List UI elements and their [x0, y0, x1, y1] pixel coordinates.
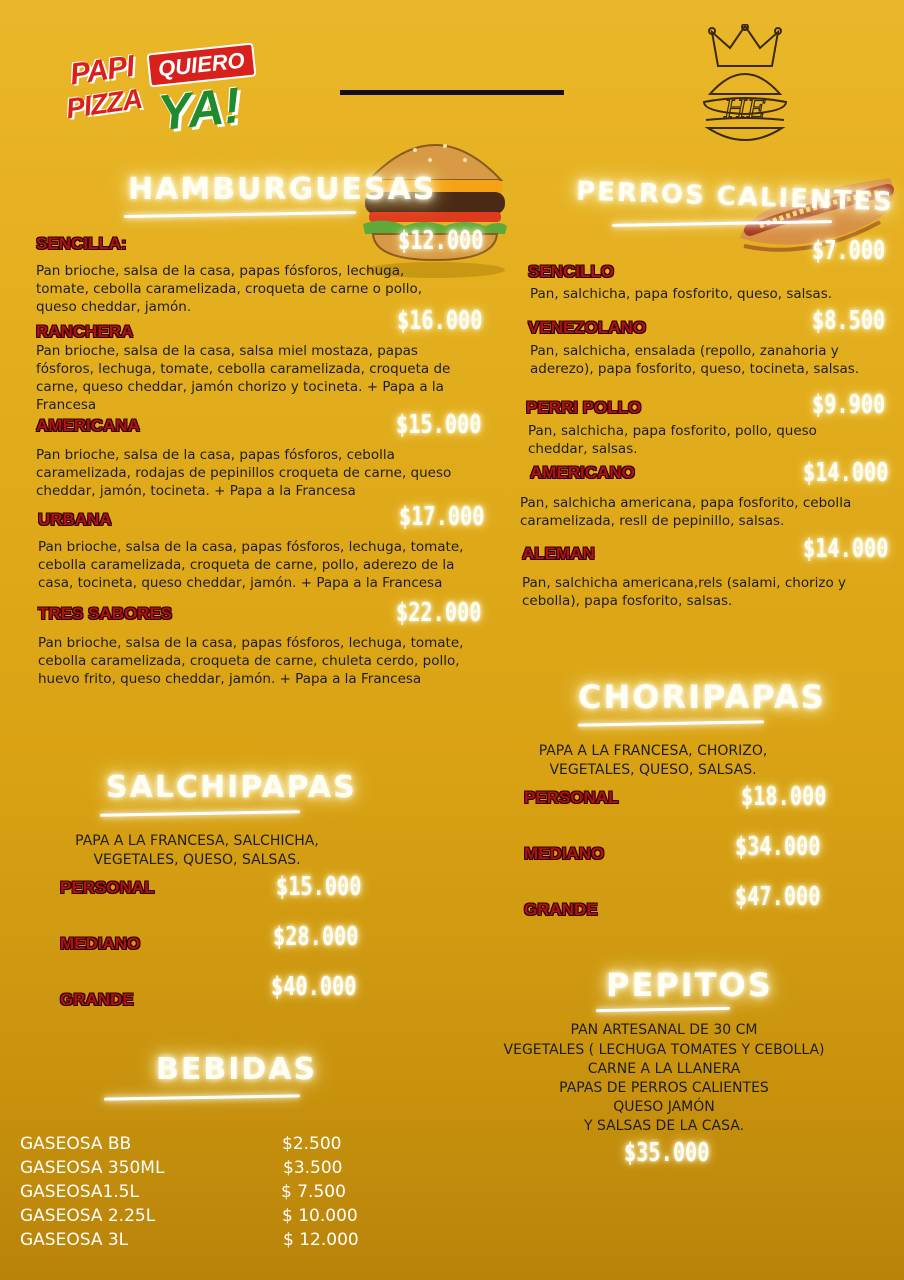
hamburguesa-price: $16.000 [397, 306, 483, 336]
choripapas-size-price: $18.000 [741, 782, 827, 812]
crown-burger-logo [690, 24, 800, 164]
hamburguesa-desc: Pan brioche, salsa de la casa, papas fósforos, lechuga, tomate, cebolla caramelizada, croqueta de carne, pollo, aderezo de la casa, tocineta, queso cheddar, jamón. + Papa a la Francesa [38, 539, 464, 591]
hamburguesa-desc: Pan brioche, salsa de la casa, papas fósforos, cebolla caramelizada, rodajas de pepinillos croqueta de carne, queso cheddar, jamón, tocineta. + Papa a la Francesa [36, 447, 452, 499]
hamburguesa-price: $15.000 [396, 410, 482, 440]
bebida-name: GASEOSA BB [20, 1134, 132, 1154]
hamburguesa-desc: Pan brioche, salsa de la casa, papas fósforos, lechuga, tomate, cebolla caramelizada, croqueta de carne o pollo, queso cheddar, jamón. [36, 263, 423, 315]
perro-price: $7.000 [812, 236, 886, 266]
bebida-price: $ 10.000 [282, 1206, 358, 1226]
hamburguesa-name: TRES SABORES [38, 604, 173, 623]
perro-price: $14.000 [803, 458, 889, 488]
perros-title: PERROS CALIENTES [575, 176, 895, 218]
perro-desc: Pan, salchicha, ensalada (repollo, zanahoria y aderezo), papa fosforito, queso, tocineta, salsas. [530, 343, 860, 377]
hamburguesa-name: AMERICANA [36, 416, 140, 435]
hamburguesa-price: $22.000 [396, 598, 482, 628]
salchipapas-desc-line2: VEGETALES, QUESO, SALSAS. [93, 852, 301, 868]
choripapas-size-name: GRANDE [524, 900, 598, 919]
bebida-price: $ 7.500 [281, 1182, 346, 1202]
perro-desc: Pan, salchicha, papa fosforito, pollo, queso cheddar, salsas. [528, 423, 817, 457]
logo-papi-text: PAPI [67, 49, 136, 92]
pepitos-line: QUESO JAMÓN [613, 1099, 715, 1115]
perro-price: $9.900 [812, 390, 886, 420]
pepitos-line: CARNE A LA LLANERA [587, 1061, 741, 1077]
bebida-price: $3.500 [283, 1158, 343, 1178]
salchipapas-size-name: PERSONAL [60, 878, 155, 897]
bebida-price: $ 12.000 [283, 1230, 359, 1250]
pepitos-title: PEPITOS [606, 966, 773, 1004]
hamburguesa-name: RANCHERA [36, 322, 134, 341]
choripapas-desc-line1: PAPA A LA FRANCESA, CHORIZO, [538, 743, 768, 759]
salchipapas-size-price: $15.000 [276, 872, 362, 902]
choripapas-size-price: $34.000 [735, 832, 821, 862]
hamburguesa-name: URBANA [38, 510, 112, 529]
top-divider [340, 90, 564, 95]
salchipapas-size-price: $28.000 [273, 922, 359, 952]
hamburguesas-title: HAMBURGUESAS [128, 172, 437, 207]
salchipapas-size-name: MEDIANO [60, 934, 141, 953]
bebida-price: $2.500 [282, 1134, 342, 1154]
hamburguesa-price: $12.000 [398, 226, 484, 256]
perro-desc: Pan, salchicha, papa fosforito, queso, salsas. [530, 286, 833, 302]
hamburguesas-underline [124, 211, 356, 218]
hamburguesa-desc: Pan brioche, salsa de la casa, salsa miel mostaza, papas fósforos, lechuga, tomate, cebolla caramelizada, croqueta de carne, queso cheddar, jamón chorizo y tocineta. + Papa a la Francesa [36, 343, 451, 413]
perro-price: $14.000 [803, 534, 889, 564]
pepitos-underline [596, 1007, 730, 1012]
perro-name: VENEZOLANO [528, 318, 647, 337]
logo-pizza-text: PIZZA [64, 82, 144, 125]
papi-quiero-pizza-logo [62, 36, 272, 146]
choripapas-underline [578, 720, 764, 726]
perro-name: SENCILLO [528, 262, 614, 281]
hamburguesa-name: SENCILLA: [36, 234, 127, 253]
perro-price: $8.500 [812, 306, 886, 336]
crown-icon [690, 24, 800, 164]
choripapas-size-name: PERSONAL [524, 788, 619, 807]
perro-name: PERRI POLLO [526, 398, 642, 417]
bebida-name: GASEOSA 2.25L [20, 1206, 156, 1226]
salchipapas-title: SALCHIPAPAS [106, 770, 357, 805]
bebidas-underline [104, 1094, 300, 1100]
perro-name: ALEMAN [522, 544, 595, 563]
bebida-name: GASEOSA 3L [20, 1230, 129, 1250]
perro-name: AMERICANO [530, 463, 635, 482]
hamburguesa-desc: Pan brioche, salsa de la casa, papas fósforos, lechuga, tomate, cebolla caramelizada, croqueta de carne, chuleta cerdo, pollo, huevo frito, queso cheddar, jamón. + Papa a la Francesa [38, 635, 464, 687]
perro-desc: Pan, salchicha americana, papa fosforito, cebolla caramelizada, resll de pepinillo, salsas. [520, 495, 852, 529]
choripapas-size-name: MEDIANO [524, 844, 605, 863]
logo-ya-text: YA! [155, 76, 244, 142]
choripapas-size-price: $47.000 [735, 882, 821, 912]
hamburguesa-price: $17.000 [399, 502, 485, 532]
perro-desc: Pan, salchicha americana,rels (salami, chorizo y cebolla), papa fosforito, salsas. [522, 575, 846, 609]
bebidas-title: BEBIDAS [156, 1052, 318, 1087]
logo-quiero-text: QUIERO [147, 43, 257, 88]
pepitos-line: PAN ARTESANAL DE 30 CM [570, 1022, 758, 1038]
salchipapas-underline [100, 810, 300, 816]
crown-logo-initials: HE [724, 95, 766, 125]
bebida-name: GASEOSA1.5L [20, 1182, 139, 1202]
salchipapas-size-price: $40.000 [271, 972, 357, 1002]
salchipapas-size-name: GRANDE [60, 990, 134, 1009]
pepitos-line: VEGETALES ( LECHUGA TOMATES Y CEBOLLA) [503, 1042, 825, 1058]
choripapas-title: CHORIPAPAS [578, 678, 826, 716]
pepitos-price: $35.000 [624, 1138, 710, 1168]
salchipapas-desc-line1: PAPA A LA FRANCESA, SALCHICHA, [75, 833, 319, 849]
bebida-name: GASEOSA 350ML [20, 1158, 165, 1178]
pepitos-line: PAPAS DE PERROS CALIENTES [559, 1080, 769, 1096]
pepitos-line: Y SALSAS DE LA CASA. [583, 1118, 745, 1134]
choripapas-desc-line2: VEGETALES, QUESO, SALSAS. [549, 762, 757, 778]
